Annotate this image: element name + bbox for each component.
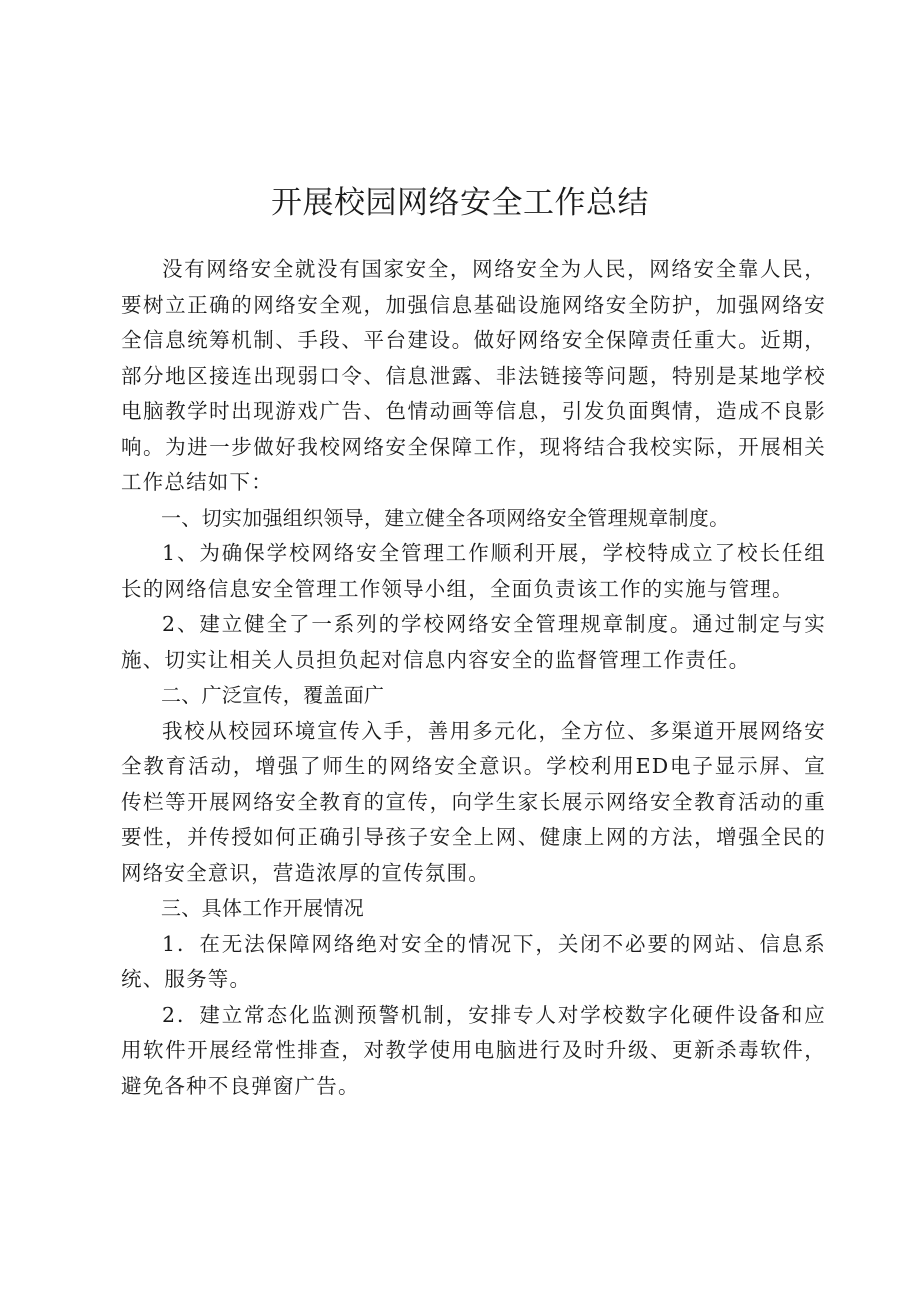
section-heading-3: 三、具体工作开展情况 — [161, 896, 364, 920]
paragraph-1-2: 2、建立健全了一系列的学校网络安全管理规章制度。通过制定与实施、切实让相关人员担负起对信息内容安全的监督管理工作责任。 — [121, 612, 826, 672]
document-title: 开展校园网络安全工作总结 — [271, 185, 649, 221]
section-heading-1: 一、切实加强组织领导，建立健全各项网络安全管理规章制度。 — [161, 505, 730, 530]
paragraph-3-2: 2．建立常态化监测预警机制，安排专人对学校数字化硬件设备和应用软件开展经常性排查，对教学使用电脑进行及时升级、更新杀毒软件，避免各种不良弹窗广告。 — [121, 1002, 826, 1098]
document-body — [121, 252, 826, 1104]
paragraph-1-1: 1、为确保学校网络安全管理工作顺利开展，学校特成立了校长任组长的网络信息安全管理工作领导小组，全面负责该工作的实施与管理。 — [121, 541, 826, 601]
section-heading-2: 二、广泛宣传，覆盖面广 — [161, 683, 385, 707]
paragraph-3-1: 1．在无法保障网络绝对安全的情况下，关闭不必要的网站、信息系统、服务等。 — [121, 931, 826, 991]
paragraph-2: 我校从校园环境宣传入手，善用多元化，全方位、多渠道开展网络安全教育活动，增强了师生的网络安全意识。学校利用ED电子显示屏、宣传栏等开展网络安全教育的宣传，向学生家长展示网络安全教育活动的重要性，并传授如何正确引导孩子安全上网、健康上网的方法，增强全民的网络安全意识，营造浓厚的宣传氛围。 — [121, 718, 826, 885]
paragraph-intro: 没有网络安全就没有国家安全，网络安全为人民，网络安全靠人民，要树立正确的网络安全观，加强信息基础设施网络安全防护，加强网络安全信息统筹机制、手段、平台建设。做好网络安全保障责任重大。近期，部分地区接连出现弱口令、信息泄露、非法链接等问题，特别是某地学校电脑教学时出现游戏广告、色情动画等信息，引发负面舆情，造成不良影响。为进一步做好我校网络安全保障工作，现将结合我校实际，开展相关工作总结如下： — [121, 257, 826, 494]
